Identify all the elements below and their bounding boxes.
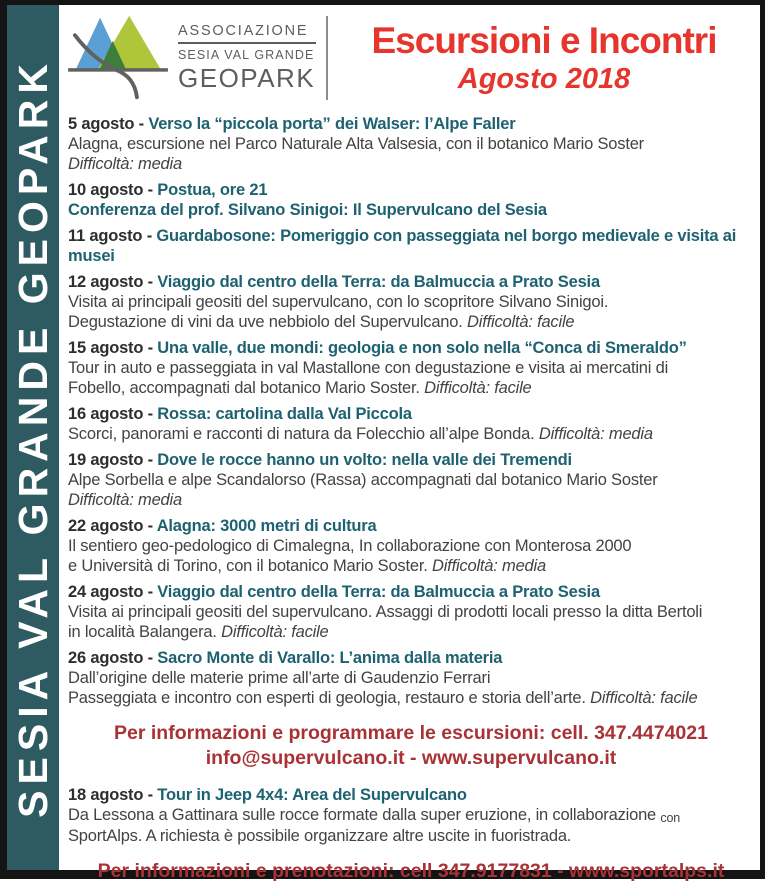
event-item xyxy=(68,114,754,174)
event-description-segment: Difficoltà: media xyxy=(68,155,182,173)
logo-geopark-label: GEOPARK xyxy=(178,62,316,93)
event-item xyxy=(68,785,754,846)
event-description-segment: Difficoltà: facile xyxy=(590,689,698,707)
event-description-line xyxy=(68,688,754,708)
page-subtitle: Agosto 2018 xyxy=(457,63,631,95)
event-description-line xyxy=(68,490,754,510)
event-title-line xyxy=(68,404,754,424)
event-item xyxy=(68,272,754,332)
event-date: 5 agosto - xyxy=(68,115,149,133)
event-title-line xyxy=(68,450,754,470)
header xyxy=(68,8,754,108)
event-description-line xyxy=(68,154,754,174)
event-date: 26 agosto - xyxy=(68,649,158,667)
event-description-segment: Alpe Sorbella e alpe Scandalorso (Rassa) accompagnati dal botanico Mario Soster xyxy=(68,471,658,489)
flyer-content xyxy=(59,5,760,882)
event-description-line xyxy=(68,602,754,622)
logo-association-label: ASSOCIAZIONE xyxy=(178,22,309,39)
event-description-segment: Difficoltà: media xyxy=(538,425,653,443)
event-description-line xyxy=(68,358,754,378)
event-title: Viaggio dal centro della Terra: da Balmuccia a Prato Sesia xyxy=(157,583,600,601)
event-title: Tour in Jeep 4x4: Area del Supervulcano xyxy=(157,786,467,804)
event-description-segment: e Università di Torino, con il botanico Mario Soster. xyxy=(68,557,432,575)
event-description-line xyxy=(68,292,754,312)
event-description-segment: Difficoltà: facile xyxy=(221,623,329,641)
event-description-segment: Da Lessona a Gattinara sulle rocce formate dalla super eruzione, in collaborazione xyxy=(68,806,661,824)
sportalps-contact-block xyxy=(68,859,754,884)
logo-region-label: SESIA VAL GRANDE xyxy=(178,47,315,62)
event-item xyxy=(68,648,754,708)
event-description-segment: Difficoltà: facile xyxy=(467,313,575,331)
event-date: 15 agosto - xyxy=(68,339,158,357)
event-title: Verso la “piccola porta” dei Walser: l’Alpe Faller xyxy=(148,115,516,133)
jeep-event-list xyxy=(68,785,754,852)
event-item xyxy=(68,180,754,220)
event-title-line xyxy=(68,516,754,536)
event-title: Viaggio dal centro della Terra: da Balmuccia a Prato Sesia xyxy=(157,273,600,291)
event-date: 12 agosto - xyxy=(68,273,158,291)
header-vertical-divider xyxy=(326,16,328,100)
event-title-line xyxy=(68,272,754,292)
event-description-segment: in località Balangera. xyxy=(68,623,222,641)
event-title: Dove le rocce hanno un volto: nella valle dei Tremendi xyxy=(157,451,572,469)
event-description-segment: Difficoltà: media xyxy=(432,557,546,575)
event-title-line xyxy=(68,582,754,602)
event-title-second-line: Conferenza del prof. Silvano Sinigoi: Il Supervulcano del Sesia xyxy=(68,201,547,219)
event-item xyxy=(68,582,754,642)
event-date: 16 agosto - xyxy=(68,405,158,423)
event-description-segment: con xyxy=(660,811,680,825)
event-title-line xyxy=(68,648,754,668)
event-item xyxy=(68,450,754,510)
event-item xyxy=(68,516,754,576)
mountains-river-logo-icon xyxy=(68,11,170,105)
event-description-segment: Alagna, escursione nel Parco Naturale Alta Valsesia, con il botanico Mario Soster xyxy=(68,135,644,153)
event-description-line xyxy=(68,424,754,444)
sportalps-contact-line: Per informazioni e prenotazioni: cell 347.9177831 - www.sportalps.it xyxy=(97,860,725,882)
event-date: 22 agosto - xyxy=(68,517,157,535)
event-description-segment: Dall’origine delle materie prime all’arte di Gaudenzio Ferrari xyxy=(68,669,491,687)
event-description-segment: Il sentiero geo-pedologico di Cimalegna, In collaborazione con Monterosa 2000 xyxy=(68,537,632,555)
event-title-line xyxy=(68,785,754,805)
event-description-segment: Tour in auto e passeggiata in val Mastallone con degustazione e visita ai mercatini di xyxy=(68,359,669,377)
event-description-line xyxy=(68,378,754,398)
event-description-segment: Difficoltà: media xyxy=(68,491,182,509)
event-title-line xyxy=(68,338,754,358)
event-description-segment: Fobello, accompagnati dal botanico Mario Soster. xyxy=(68,379,425,397)
event-title: Rossa: cartolina dalla Val Piccola xyxy=(157,405,412,423)
event-description-segment: Difficoltà: facile xyxy=(424,379,532,397)
event-item xyxy=(68,226,754,266)
logo-wordmark xyxy=(178,23,316,94)
event-description-line xyxy=(68,556,754,576)
event-date: 11 agosto - xyxy=(68,227,157,245)
event-description-segment: SportAlps. A richiesta è possibile organizzare altre uscite in fuoristrada. xyxy=(68,827,572,845)
event-item xyxy=(68,338,754,398)
event-description-line xyxy=(68,668,754,688)
event-date: 19 agosto - xyxy=(68,451,158,469)
page-title: Escursioni e Incontri xyxy=(371,20,717,61)
event-description-line xyxy=(68,134,754,154)
event-description-line xyxy=(68,312,754,332)
event-item xyxy=(68,404,754,444)
events-list xyxy=(68,114,754,714)
event-description-segment: Visita ai principali geositi del supervulcano. Assaggi di prodotti locali presso la ditta Bertoli xyxy=(68,603,703,621)
event-title: Una valle, due mondi: geologia e non solo nella “Conca di Smeraldo” xyxy=(157,339,687,357)
supervulcano-links-line: info@supervulcano.it - www.supervulcano.it xyxy=(205,747,617,769)
event-description-line xyxy=(68,826,754,846)
event-date: 10 agosto - xyxy=(68,181,158,199)
event-title-line xyxy=(68,226,754,266)
event-title-line xyxy=(68,180,754,200)
sidebar-teal-bar xyxy=(7,5,59,870)
event-title: Alagna: 3000 metri di cultura xyxy=(156,517,377,535)
supervulcano-contact-line: Per informazioni e programmare le escursioni: cell. 347.4474021 xyxy=(114,722,708,744)
sidebar-vertical-title: SESIA VAL GRANDE GEOPARK xyxy=(10,57,56,818)
event-date: 18 agosto - xyxy=(68,786,158,804)
event-description-segment: Passeggiata e incontro con esperti di geologia, restauro e storia dell’arte. xyxy=(68,689,591,707)
geopark-logo xyxy=(68,11,316,105)
event-description-segment: Visita ai principali geositi del supervulcano, con lo scopritore Silvano Sinigoi. xyxy=(68,293,609,311)
title-block xyxy=(334,20,754,96)
event-description-segment: Degustazione di vini da uve nebbiolo del Supervulcano. xyxy=(68,313,468,331)
event-description-segment: Scorci, panorami e racconti di natura da Folecchio all’alpe Bonda. xyxy=(68,425,539,443)
event-title: Postua, ore 21 xyxy=(157,181,268,199)
event-title-line xyxy=(68,114,754,134)
event-date: 24 agosto - xyxy=(68,583,158,601)
event-title: Sacro Monte di Varallo: L’anima dalla materia xyxy=(157,649,503,667)
event-description-line xyxy=(68,536,754,556)
event-description-line xyxy=(68,622,754,642)
event-title: Guardabosone: Pomeriggio con passeggiata nel borgo medievale e visita ai musei xyxy=(68,227,737,265)
supervulcano-contact-block xyxy=(68,721,754,771)
event-description-line xyxy=(68,470,754,490)
logo-divider-rule xyxy=(178,42,316,44)
event-description-line xyxy=(68,805,754,826)
